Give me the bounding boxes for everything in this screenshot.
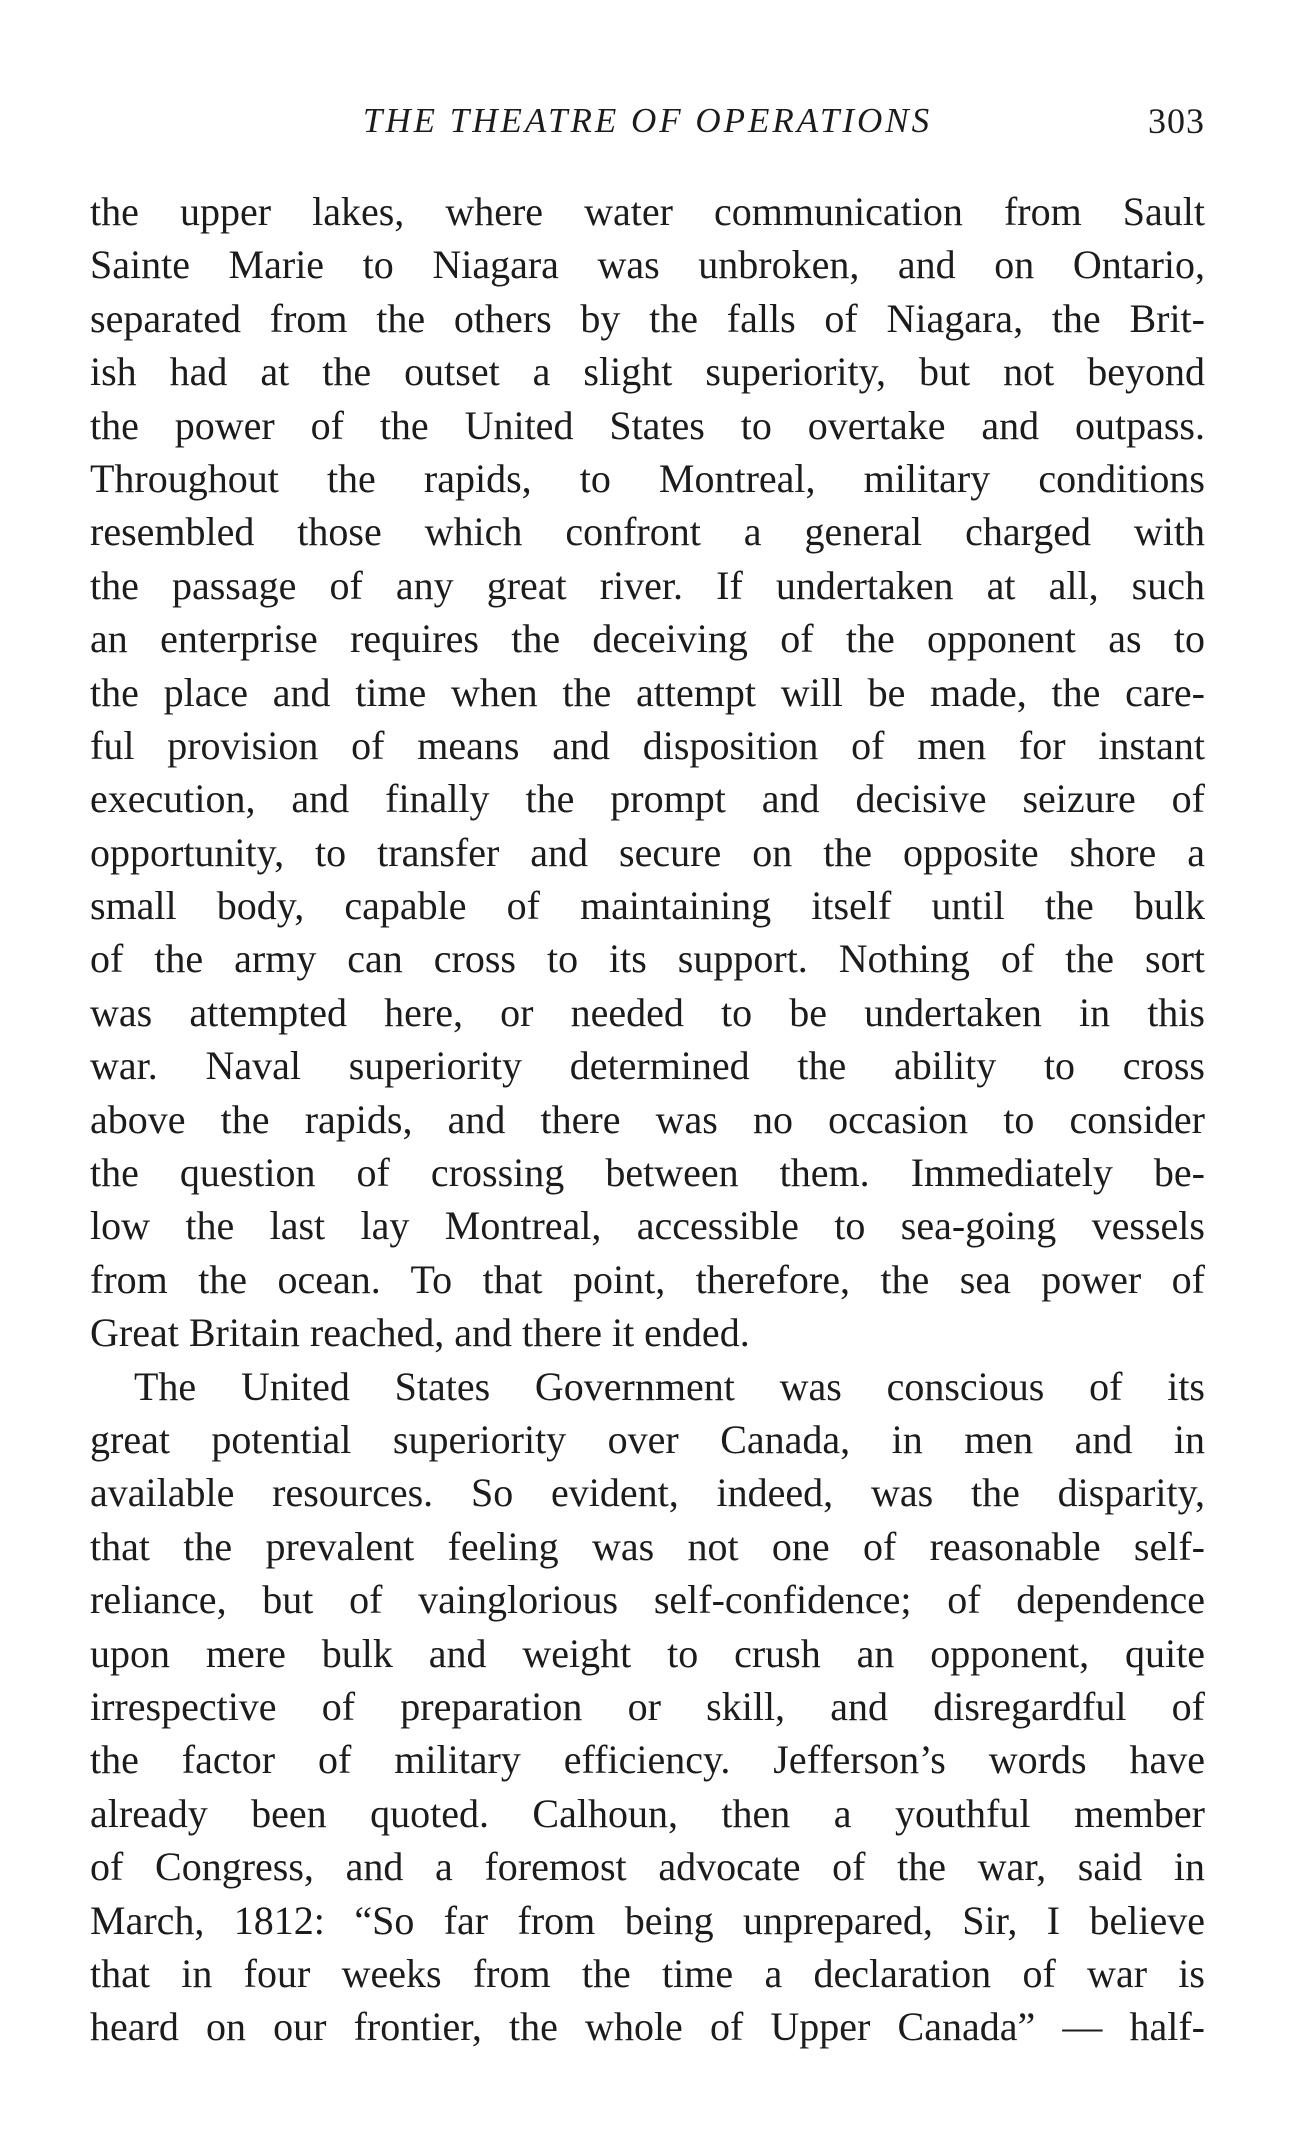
- text-line: upon mere bulk and weight to crush an opponent, quite: [90, 1630, 1205, 1676]
- text-line: irrespective of preparation or skill, and disregardful of: [90, 1683, 1205, 1729]
- text-line: the upper lakes, where water communication from Sault: [90, 189, 1205, 234]
- paragraph-1: [90, 185, 1205, 1360]
- text-line: Throughout the rapids, to Montreal, military conditions: [90, 455, 1205, 501]
- book-page: [90, 0, 1205, 2143]
- text-line: Great Britain reached, and there it ended.: [90, 1310, 750, 1356]
- text-line: great potential superiority over Canada, in men and in: [90, 1416, 1205, 1462]
- text-line: ish had at the outset a slight superiority, but not beyond: [90, 349, 1205, 395]
- text-line: from the ocean. To that point, therefore, the sea power of: [90, 1256, 1205, 1302]
- text-line: the question of crossing between them. Immediately be-: [90, 1150, 1205, 1196]
- text-line: the factor of military efficiency. Jefferson’s words have: [90, 1737, 1205, 1783]
- text-line: of the army can cross to its support. Nothing of the sort: [90, 936, 1205, 982]
- text-line: ful provision of means and disposition of men for instant: [90, 722, 1205, 768]
- text-line: was attempted here, or needed to be undertaken in this: [90, 989, 1205, 1035]
- text-line: war. Naval superiority determined the ability to cross: [90, 1043, 1205, 1089]
- page-number: 303: [1148, 101, 1205, 141]
- text-line: that the prevalent feeling was not one of reasonable self-: [90, 1523, 1205, 1569]
- text-line: an enterprise requires the deceiving of the opponent as to: [90, 616, 1205, 662]
- text-line: Sainte Marie to Niagara was unbroken, and on Ontario,: [90, 242, 1205, 288]
- paragraph-2: [90, 1360, 1205, 2054]
- text-line: separated from the others by the falls of Niagara, the Brit-: [90, 295, 1205, 341]
- text-line: heard on our frontier, the whole of Upper Canada” — half-: [90, 2004, 1205, 2050]
- text-line: small body, capable of maintaining itself until the bulk: [90, 883, 1205, 929]
- body-text: [90, 185, 1205, 2054]
- text-line: the power of the United States to overtake and outpass.: [90, 402, 1205, 448]
- running-head: [90, 96, 1205, 146]
- text-line: of Congress, and a foremost advocate of the war, said in: [90, 1844, 1205, 1890]
- text-line: the passage of any great river. If undertaken at all, such: [90, 562, 1205, 608]
- text-line: resembled those which confront a general charged with: [90, 509, 1205, 555]
- text-line: The United States Government was conscious of its: [134, 1363, 1205, 1409]
- text-line: March, 1812: “So far from being unprepared, Sir, I believe: [90, 1897, 1205, 1943]
- text-line: reliance, but of vainglorious self-confidence; of dependence: [90, 1577, 1205, 1623]
- text-line: above the rapids, and there was no occasion to consider: [90, 1096, 1205, 1142]
- text-line: available resources. So evident, indeed, was the disparity,: [90, 1470, 1205, 1516]
- text-line: the place and time when the attempt will be made, the care-: [90, 669, 1205, 715]
- text-line: opportunity, to transfer and secure on the opposite shore a: [90, 829, 1205, 875]
- text-line: that in four weeks from the time a declaration of war is: [90, 1950, 1205, 1996]
- text-line: already been quoted. Calhoun, then a youthful member: [90, 1790, 1205, 1836]
- text-line: execution, and finally the prompt and decisive seizure of: [90, 776, 1205, 822]
- text-line: low the last lay Montreal, accessible to sea-going vessels: [90, 1203, 1205, 1249]
- running-title: THE THEATRE OF OPERATIONS: [362, 101, 933, 140]
